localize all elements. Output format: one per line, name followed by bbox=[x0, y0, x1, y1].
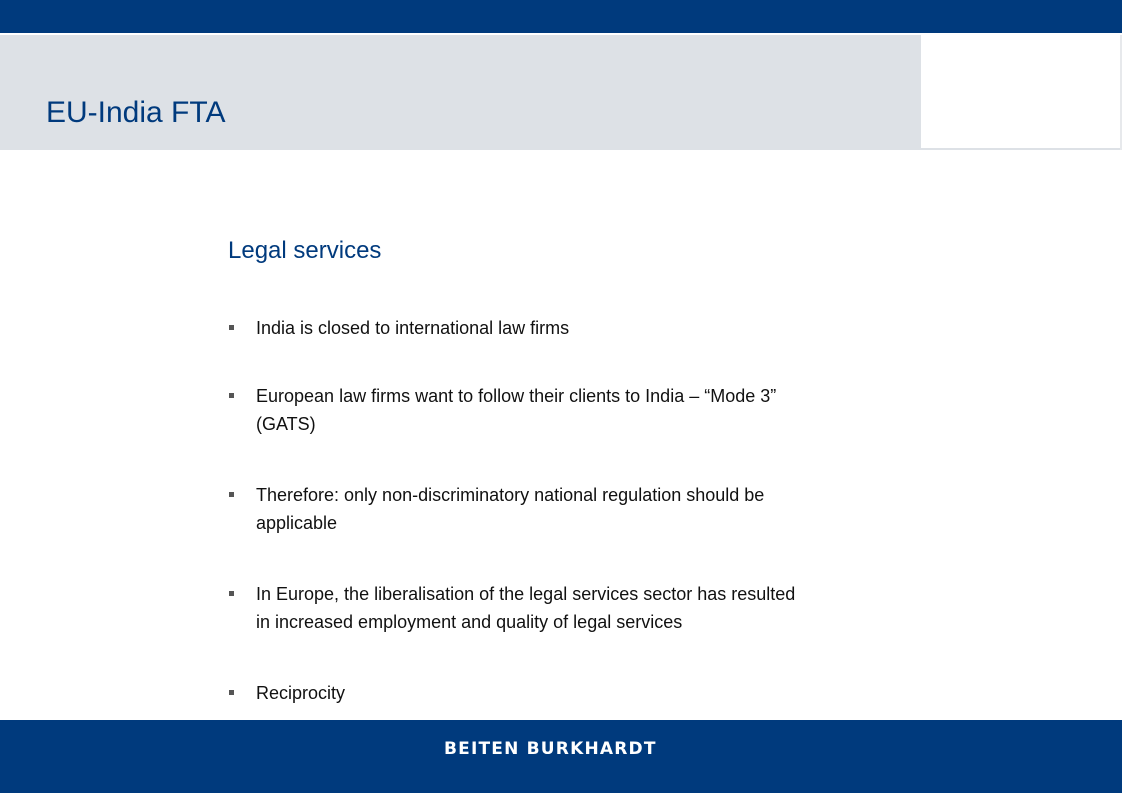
top-bar bbox=[0, 0, 1122, 33]
bullet-text-line: European law firms want to follow their clients to India – “Mode 3” bbox=[256, 386, 777, 406]
bullet-item bbox=[228, 580, 908, 636]
bullet-item bbox=[228, 481, 908, 537]
bullet-item bbox=[228, 679, 908, 707]
bullet-text-line: Therefore: only non-discriminatory national regulation should be bbox=[256, 485, 765, 505]
bullet-text-line: (GATS) bbox=[256, 414, 316, 434]
square-bullet-icon bbox=[229, 690, 234, 695]
slide-content bbox=[228, 236, 908, 707]
square-bullet-icon bbox=[229, 393, 234, 398]
bullet-list bbox=[228, 314, 908, 707]
square-bullet-icon bbox=[229, 492, 234, 497]
bullet-text-line: India is closed to international law firms bbox=[256, 318, 570, 338]
bullet-text-line: in increased employment and quality of legal services bbox=[256, 612, 683, 632]
bullet-text-line: In Europe, the liberalisation of the legal services sector has resulted bbox=[256, 584, 796, 604]
bullet-text-line: applicable bbox=[256, 513, 338, 533]
section-heading: Legal services bbox=[228, 237, 382, 264]
brand-logo: BEITEN BURKHARDT bbox=[444, 739, 657, 759]
square-bullet-icon bbox=[229, 325, 234, 330]
title-band-divider bbox=[0, 148, 1122, 150]
square-bullet-icon bbox=[229, 591, 234, 596]
slide-title: EU-India FTA bbox=[46, 96, 226, 129]
title-band bbox=[0, 35, 921, 148]
bullet-item bbox=[228, 314, 908, 342]
bullet-text-line: Reciprocity bbox=[256, 683, 346, 703]
bullet-item bbox=[228, 382, 908, 438]
